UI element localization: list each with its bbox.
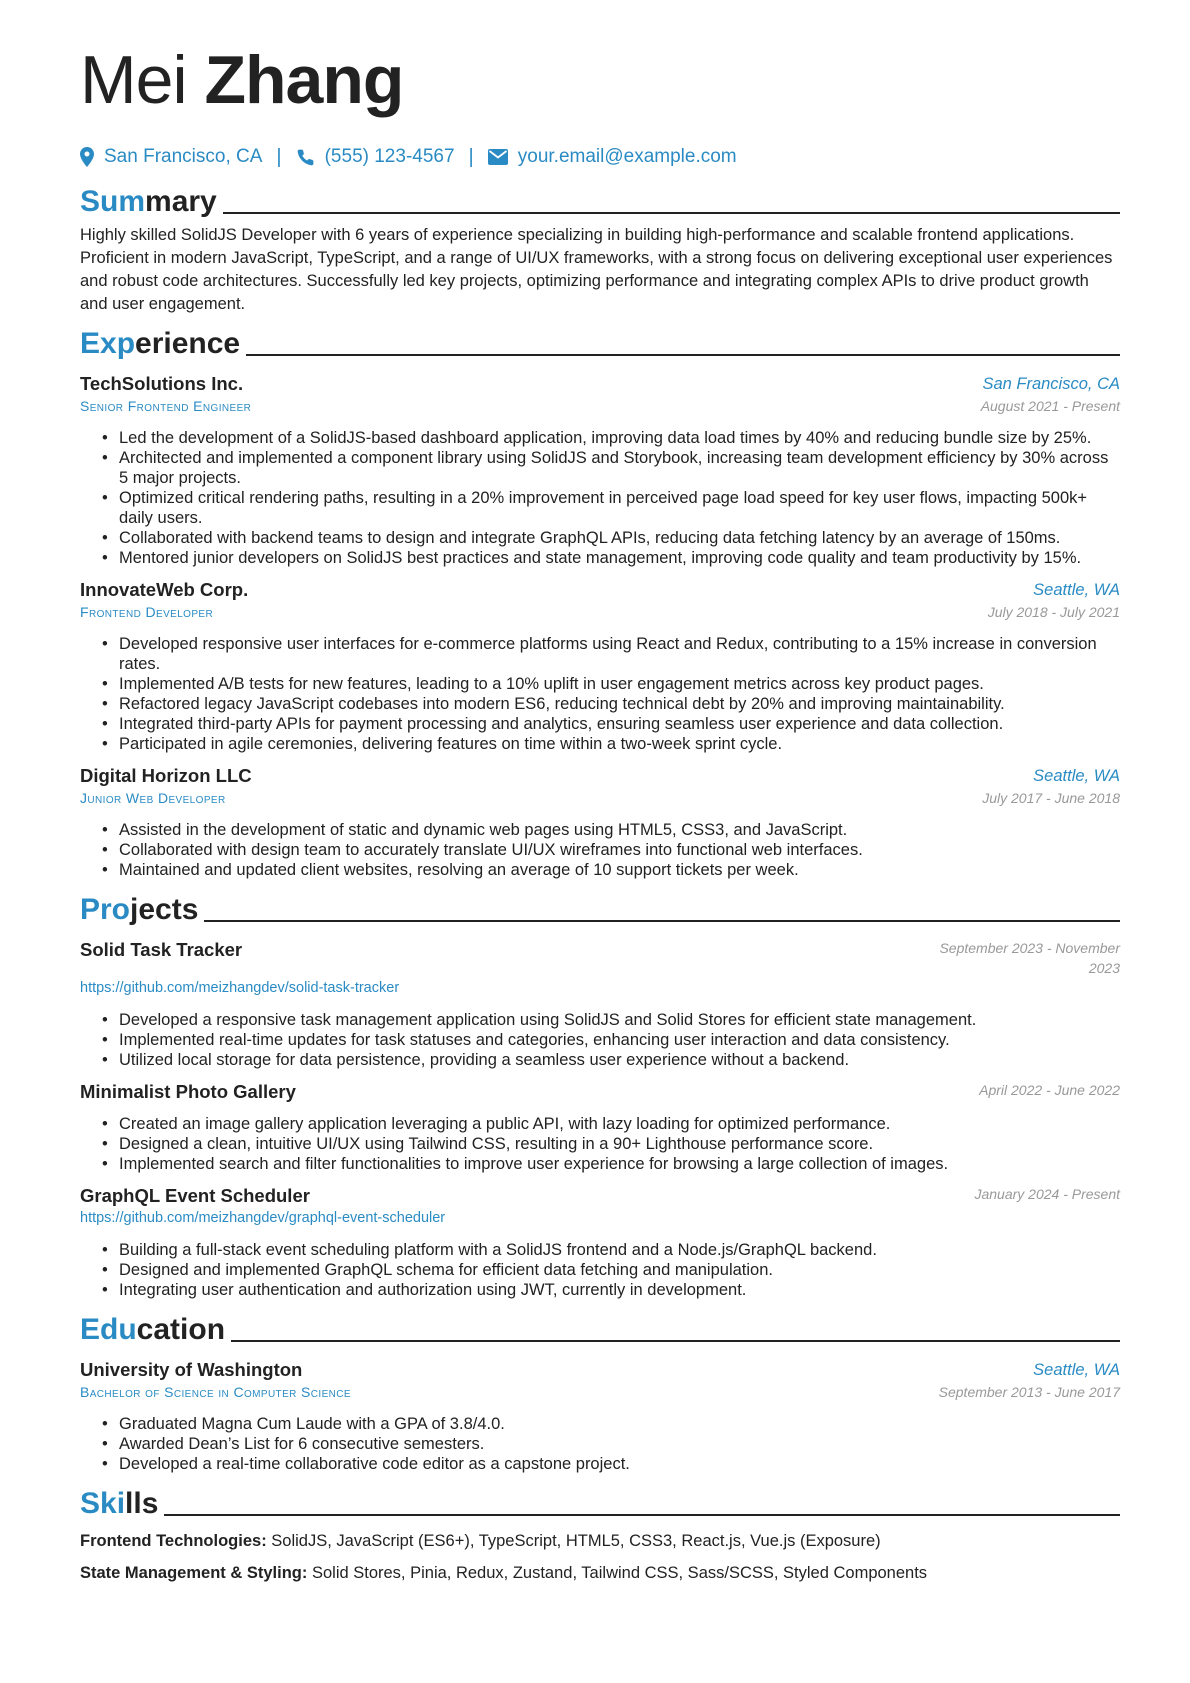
bullet-item: • Awarded Dean’s List for 6 consecutive semesters.: [102, 1434, 1120, 1454]
bullet-list: [80, 634, 1120, 754]
job-dates: July 2018 - July 2021: [987, 604, 1120, 620]
education-dates: September 2013 - June 2017: [938, 1384, 1120, 1400]
phone-icon: [296, 148, 315, 167]
section-title-rest: cation: [136, 1313, 226, 1346]
skill-label: State Management & Styling:: [80, 1564, 308, 1582]
skill-label: Frontend Technologies:: [80, 1532, 267, 1550]
bullet-list: [80, 820, 1120, 880]
job-dates: August 2021 - Present: [980, 398, 1120, 414]
skill-row: [80, 1530, 1120, 1552]
separator: |: [276, 145, 282, 168]
project-dates: April 2022 - June 2022: [979, 1082, 1120, 1098]
project-name: Solid Task Tracker: [80, 939, 243, 960]
experience-entry: [80, 764, 1120, 880]
location-item: [80, 146, 262, 168]
bullet-item: • Designed and implemented GraphQL schema for efficient data fetching and manipulation.: [102, 1260, 1120, 1280]
section-rule: [231, 1340, 1120, 1342]
section-title-accent: Exp: [80, 327, 136, 360]
skill-row: [80, 1562, 1120, 1584]
project-link[interactable]: https://github.com/meizhangdev/solid-task-tracker: [80, 980, 400, 996]
job-title: Frontend Developer: [80, 604, 214, 620]
bullet-item: • Participated in agile ceremonies, delivering features on time within a two-week sprint cycle.: [102, 734, 1120, 754]
bullet-item: • Led the development of a SolidJS-based dashboard application, improving data load times by 40% and reducing bundle size by 25%.: [102, 428, 1120, 448]
bullet-item: • Refactored legacy JavaScript codebases into modern ES6, reducing technical debt by 20% and improving maintainability.: [102, 694, 1120, 714]
envelope-icon: [488, 149, 508, 165]
job-location: San Francisco, CA: [982, 375, 1120, 393]
project-entry: [80, 1080, 1120, 1174]
education-entry: [80, 1358, 1120, 1474]
bullet-item: • Mentored junior developers on SolidJS best practices and state management, improving code quality and team productivity by 15%.: [102, 548, 1120, 568]
last-name: Zhang: [204, 42, 404, 118]
skill-value: Solid Stores, Pinia, Redux, Zustand, Tailwind CSS, Sass/SCSS, Styled Components: [311, 1564, 928, 1582]
bullet-item: • Assisted in the development of static and dynamic web pages using HTML5, CSS3, and JavaScript.: [102, 820, 1120, 840]
section-title-rest: lls: [125, 1487, 159, 1520]
job-dates: July 2017 - June 2018: [982, 790, 1120, 806]
bullet-item: • Designed a clean, intuitive UI/UX using Tailwind CSS, resulting in a 90+ Lighthouse performance score.: [102, 1134, 1120, 1154]
first-name: Mei: [80, 42, 187, 118]
map-pin-icon: [80, 147, 94, 167]
project-name: GraphQL Event Scheduler: [80, 1185, 310, 1206]
bullet-item: • Implemented A/B tests for new features, leading to a 10% uplift in user engagement metrics across key product pages.: [102, 674, 1120, 694]
section-title-accent: Pro: [80, 893, 131, 926]
bullet-list: [80, 1010, 1120, 1070]
bullet-item: • Utilized local storage for data persistence, providing a seamless user experience without a backend.: [102, 1050, 1120, 1070]
experience-entry: [80, 372, 1120, 568]
bullet-item: • Implemented real-time updates for task statuses and categories, enhancing user interaction and data consistency.: [102, 1030, 1120, 1050]
section-title: [80, 326, 240, 362]
bullet-list: [80, 1414, 1120, 1474]
section-title-rest: erience: [135, 327, 241, 360]
section-title-accent: Edu: [80, 1313, 137, 1346]
skill-value: SolidJS, JavaScript (ES6+), TypeScript, HTML5, CSS3, React.js, Vue.js (Exposure): [271, 1532, 881, 1550]
summary-text: Highly skilled SolidJS Developer with 6 years of experience specializing in building high-performance and scalable frontend applications. Proficient in modern JavaScript, TypeScript, and a range of UI/UX frameworks, with a strong focus on delivering exceptional user experiences and robust code architectures. Successfully led key projects, optimizing performance and integrating complex APIs to drive product growth and user engagement.: [80, 226, 1113, 313]
company-name: InnovateWeb Corp.: [80, 579, 249, 600]
degree: Bachelor of Science in Computer Science: [80, 1384, 351, 1400]
job-location: Seattle, WA: [1033, 767, 1120, 785]
project-link[interactable]: https://github.com/meizhangdev/graphql-event-scheduler: [80, 1210, 446, 1226]
bullet-list: [80, 1114, 1120, 1174]
section-rule: [204, 920, 1120, 922]
bullet-item: • Optimized critical rendering paths, resulting in a 20% improvement in perceived page load speed for key user flows, impacting 500k+ daily users.: [102, 488, 1120, 528]
job-location: Seattle, WA: [1033, 581, 1120, 599]
project-name: Minimalist Photo Gallery: [80, 1081, 296, 1102]
skills-heading: [80, 1486, 1120, 1522]
candidate-name: [80, 40, 1120, 120]
resume-page: [80, 40, 1120, 1584]
section-title-rest: mary: [145, 185, 217, 218]
separator: |: [468, 145, 474, 168]
bullet-item: • Integrating user authentication and authorization using JWT, currently in development.: [102, 1280, 1120, 1300]
phone-text: (555) 123-4567: [324, 146, 455, 167]
section-title: [80, 184, 217, 220]
project-dates: January 2024 - Present: [974, 1186, 1120, 1202]
section-title-accent: Ski: [80, 1487, 126, 1520]
bullet-item: • Integrated third-party APIs for payment processing and analytics, ensuring seamless user experience and data collection.: [102, 714, 1120, 734]
project-dates: September 2023 - November 2023: [939, 940, 1120, 976]
bullet-item: • Collaborated with backend teams to design and integrate GraphQL APIs, reducing data fetching latency by an average of 150ms.: [102, 528, 1120, 548]
section-title-rest: jects: [130, 893, 199, 926]
bullet-item: • Building a full-stack event scheduling platform with a SolidJS frontend and a Node.js/GraphQL backend.: [102, 1240, 1120, 1260]
company-name: Digital Horizon LLC: [80, 765, 252, 786]
summary-heading: [80, 184, 1120, 220]
school-location: Seattle, WA: [1033, 1361, 1120, 1379]
experience-heading: [80, 326, 1120, 362]
bullet-list: [80, 1240, 1120, 1300]
section-title: [80, 1486, 158, 1522]
job-title: Junior Web Developer: [80, 790, 226, 806]
project-entry: [80, 938, 1120, 1070]
job-title: Senior Frontend Engineer: [80, 398, 252, 414]
section-rule: [164, 1514, 1120, 1516]
phone-item: [296, 146, 455, 168]
bullet-item: • Architected and implemented a component library using SolidJS and Storybook, increasing team development efficiency by 30% across 5 major projects.: [102, 448, 1120, 488]
section-title: [80, 892, 198, 928]
bullet-item: • Developed a responsive task management application using SolidJS and Solid Stores for efficient state management.: [102, 1010, 1120, 1030]
project-entry: [80, 1184, 1120, 1300]
location-text: San Francisco, CA: [104, 146, 263, 167]
email-item[interactable]: [488, 146, 737, 168]
bullet-item: • Implemented search and filter functionalities to improve user experience for browsing a large collection of images.: [102, 1154, 1120, 1174]
school-name: University of Washington: [80, 1359, 303, 1380]
section-rule: [223, 212, 1120, 214]
email-link[interactable]: your.email@example.com: [517, 146, 737, 167]
section-rule: [246, 354, 1120, 356]
education-heading: [80, 1312, 1120, 1348]
company-name: TechSolutions Inc.: [80, 373, 244, 394]
bullet-item: • Created an image gallery application leveraging a public API, with lazy loading for optimized performance.: [102, 1114, 1120, 1134]
bullet-item: • Maintained and updated client websites, resolving an average of 10 support tickets per week.: [102, 860, 1120, 880]
section-title-accent: Sum: [80, 185, 146, 218]
experience-entry: [80, 578, 1120, 754]
projects-heading: [80, 892, 1120, 928]
bullet-item: • Graduated Magna Cum Laude with a GPA of 3.8/4.0.: [102, 1414, 1120, 1434]
contact-bar: [80, 144, 1120, 170]
bullet-item: • Developed a real-time collaborative code editor as a capstone project.: [102, 1454, 1120, 1474]
bullet-list: [80, 428, 1120, 568]
bullet-item: • Developed responsive user interfaces for e-commerce platforms using React and Redux, contributing to a 15% increase in conversion rates.: [102, 634, 1120, 674]
bullet-item: • Collaborated with design team to accurately translate UI/UX wireframes into functional web interfaces.: [102, 840, 1120, 860]
section-title: [80, 1312, 225, 1348]
